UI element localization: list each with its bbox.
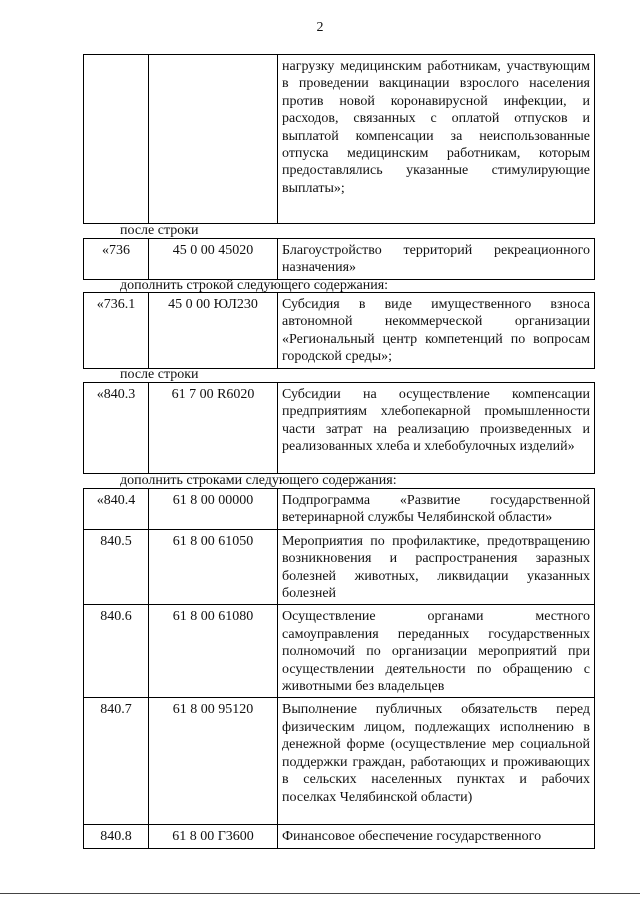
table-row xyxy=(84,383,595,474)
table-block-2 xyxy=(83,238,595,280)
row-text-cell: Осуществление органами местного самоуправления переданных государственных полномочий по организации мероприятий при осуществлении деятельности по обращению с животными без владельцев xyxy=(278,605,595,698)
row-kbk-cell: 45 0 00 ЮЛ230 xyxy=(149,293,278,369)
row-text-cell: Субсидии на осуществление компенсации предприятиям хлебопекарной промышленности части затрат на реализацию произведенных и реализованных хлеба и хлебобулочных изделий» xyxy=(278,383,595,474)
row-text-cell: Мероприятия по профилактике, предотвращению возникновения и распространения заразных болезней животных, ликвидации указанных болезней xyxy=(278,529,595,605)
instruction-add-rows: дополнить строками следующего содержания: xyxy=(120,473,397,488)
table-row xyxy=(84,605,595,698)
instruction-after-row: после строки xyxy=(120,367,199,382)
row-text-cell: нагрузку медицинским работникам, участвующим в проведении вакцинации взрослого населения против новой коронавирусной инфекции, и расходов, связанных с оплатой отпусков и выплатой компенсации за неиспользованные отпуска медицинским работникам, которым предоставлялись указанные стимулирующие выплаты»; xyxy=(278,55,595,224)
row-code-cell: 840.6 xyxy=(84,605,149,698)
table-row xyxy=(84,698,595,825)
table-block-3 xyxy=(83,292,595,369)
row-kbk-cell: 61 8 00 61080 xyxy=(149,605,278,698)
page-number: 2 xyxy=(316,20,324,35)
row-kbk-cell: 61 8 00 00000 xyxy=(149,489,278,530)
row-code-cell: «736.1 xyxy=(84,293,149,369)
table-row xyxy=(84,489,595,530)
table-block-1 xyxy=(83,54,595,224)
table-row xyxy=(84,293,595,369)
page-bottom-rule xyxy=(0,893,640,894)
instruction-add-row: дополнить строкой следующего содержания: xyxy=(120,278,389,293)
row-code-cell: 840.7 xyxy=(84,698,149,825)
table-block-4 xyxy=(83,382,595,474)
table-row xyxy=(84,529,595,605)
row-text-cell: Благоустройство территорий рекреационного назначения» xyxy=(278,239,595,280)
row-kbk-cell: 61 8 00 61050 xyxy=(149,529,278,605)
row-code-cell: «736 xyxy=(84,239,149,280)
instruction-after-row: после строки xyxy=(120,223,199,238)
row-code-cell xyxy=(84,55,149,224)
row-kbk-cell: 45 0 00 45020 xyxy=(149,239,278,280)
row-kbk-cell: 61 7 00 R6020 xyxy=(149,383,278,474)
table-row xyxy=(84,239,595,280)
row-kbk-cell: 61 8 00 Г3600 xyxy=(149,825,278,848)
row-text-cell: Финансовое обеспечение государственного xyxy=(278,825,595,848)
row-code-cell: 840.5 xyxy=(84,529,149,605)
row-code-cell: «840.3 xyxy=(84,383,149,474)
row-kbk-cell xyxy=(149,55,278,224)
row-kbk-cell: 61 8 00 95120 xyxy=(149,698,278,825)
row-code-cell: 840.8 xyxy=(84,825,149,848)
row-text-cell: Выполнение публичных обязательств перед физическим лицом, подлежащих исполнению в денежной форме (осуществление мер социальной поддержки граждан, работающих и проживающих в сельских населенных пунктах и рабочих поселках Челябинской области) xyxy=(278,698,595,825)
row-text-cell: Подпрограмма «Развитие государственной ветеринарной службы Челябинской области» xyxy=(278,489,595,530)
table-row xyxy=(84,825,595,848)
row-text-cell: Субсидия в виде имущественного взноса автономной некоммерческой организации «Региональный центр компетенций по вопросам городской среды»; xyxy=(278,293,595,369)
table-row xyxy=(84,55,595,224)
row-code-cell: «840.4 xyxy=(84,489,149,530)
table-block-5 xyxy=(83,488,595,849)
